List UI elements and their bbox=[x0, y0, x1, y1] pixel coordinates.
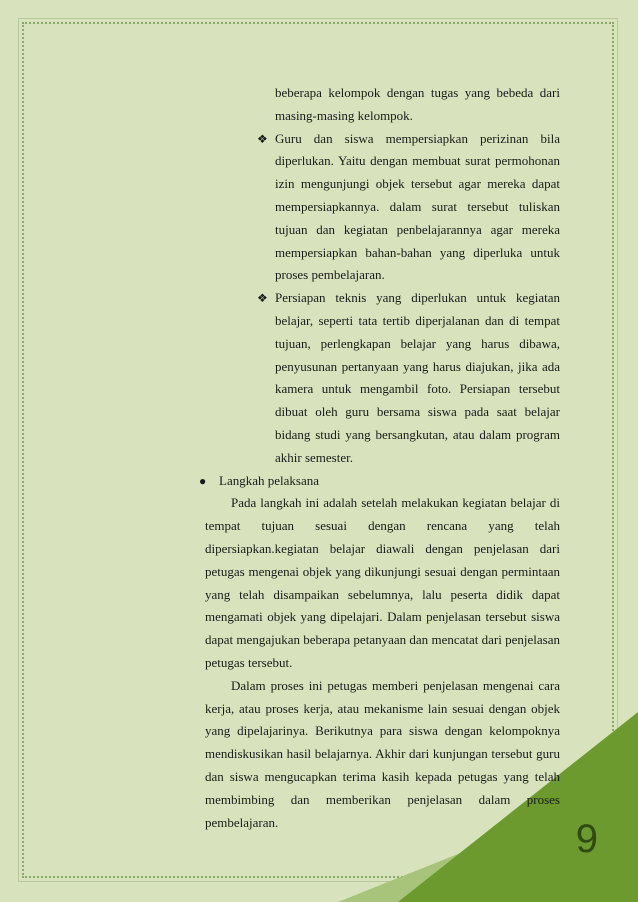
sub-list-item bbox=[257, 287, 560, 469]
paragraph: Pada langkah ini adalah setelah melakukan kegiatan belajar di tempat tujuan sesuai dengan rencana yang telah dipersiapkan.kegiatan belajar diawali dengan penjelasan dari petugas mengenai objek yang dikunjungi sesuai dengan permintaan yang telah disampaikan sebelumnya, lalu peserta didik dapat mengamati objek yang dipelajari. Dalam penjelasan tersebut siswa dapat mengajukan beberapa petanyaan dan mencatat dari penjelasan petugas tersebut. bbox=[205, 495, 560, 670]
sub-list-item bbox=[257, 128, 560, 288]
sub-continuation: beberapa kelompok dengan tugas yang bebeda dari masing-masing kelompok. bbox=[275, 85, 560, 123]
page-content bbox=[199, 82, 560, 834]
bullet-dot-icon: ● bbox=[199, 473, 207, 488]
sub-item-text: Persiapan teknis yang diperlukan untuk kegiatan belajar, seperti tata tertib diperjalanan dan di tempat tujuan, perlengkapan belajar yang harus dibawa, penyusunan pertanyaan yang harus diajukan, jika ada kamera untuk mengambil foto. Persiapan tersebut dibuat oleh guru bersama siswa pada saat belajar bidang studi yang bersangkutan, atau dalam program akhir semester. bbox=[275, 290, 560, 465]
bullet-heading bbox=[199, 470, 560, 493]
bullet-heading-text: Langkah pelaksana bbox=[219, 472, 319, 488]
sub-item-text: Guru dan siswa mempersiapkan perizinan bila diperlukan. Yaitu dengan membuat surat permohonan izin mengunjungi objek tersebut agar mereka dapat mempersiapkannya. dalam surat tersebut tuliskan tujuan dan kegiatan penbelajarannya agar mereka mempersiapkan bahan-bahan yang diperluka untuk proses pembelajaran. bbox=[275, 130, 560, 283]
paragraph: Dalam proses ini petugas memberi penjelasan mengenai cara kerja, atau proses kerja, atau mekanisme lain sesuai dengan objek yang dipelajarinya. Berikutnya para siswa dengan kelompoknya mendiskusikan hasil belajarnya. Akhir dari kunjungan tersebut guru dan siswa mengucapkan terima kasih kepada petugas yang telah membimbing dan memberikan penjelasan dalam proses pembelajaran. bbox=[205, 677, 560, 830]
diamond-bullet-icon: ❖ bbox=[257, 291, 268, 306]
page-number: 9 bbox=[575, 817, 598, 861]
diamond-bullet-icon: ❖ bbox=[257, 131, 268, 146]
sub-list bbox=[205, 82, 560, 470]
